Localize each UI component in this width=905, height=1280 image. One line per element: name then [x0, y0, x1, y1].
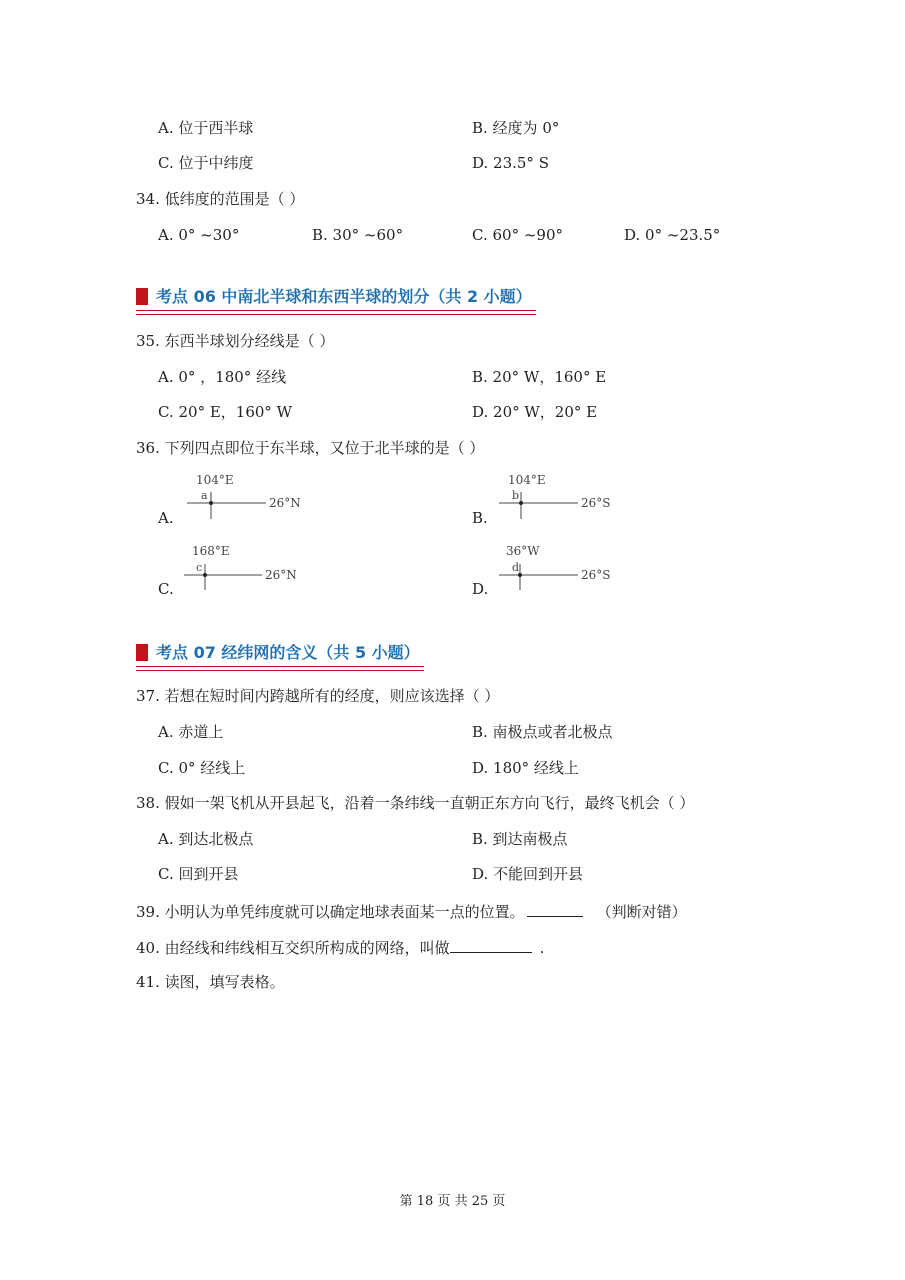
q40-text: 40. 由经线和纬线相互交织所构成的网络，叫做	[136, 939, 450, 957]
q36-diagram-c	[180, 541, 330, 591]
latitude-label: 26°N	[269, 496, 301, 510]
longitude-label: 104°E	[508, 473, 546, 487]
q38-option-b: B. 到达南极点	[472, 830, 568, 848]
q35-option-b: B. 20° W，160° E	[472, 368, 607, 386]
longitude-label: 36°W	[506, 544, 540, 558]
q34-option-c: C. 60° ~90°	[472, 226, 563, 244]
q39-text: 39. 小明认为单凭纬度就可以确定地球表面某一点的位置。	[136, 903, 525, 921]
point-label: d	[512, 561, 520, 574]
section-underline	[136, 310, 536, 312]
section-marker-icon	[136, 644, 148, 661]
q41-question: 41. 读图，填写表格。	[136, 973, 285, 991]
q37-option-d: D. 180° 经线上	[472, 759, 579, 777]
q33-option-c: C. 位于中纬度	[158, 154, 254, 172]
q35-option-c: C. 20° E，160° W	[158, 403, 293, 421]
q33-option-a: A. 位于西半球	[158, 119, 254, 137]
q34-option-d: D. 0° ~23.5°	[624, 226, 721, 244]
q33-option-d: D. 23.5° S	[472, 154, 549, 172]
q37-option-c: C. 0° 经线上	[158, 759, 246, 777]
point-label: c	[196, 561, 203, 574]
q36-option-a-label: A.	[158, 509, 174, 527]
q37-option-a: A. 赤道上	[158, 723, 224, 741]
point-label: a	[201, 489, 208, 502]
section-heading-07	[136, 642, 420, 666]
q38-option-d: D. 不能回到开县	[472, 865, 584, 883]
section-heading-06	[136, 286, 532, 310]
q36-diagram-b	[496, 470, 646, 520]
q34-question: 34. 低纬度的范围是（ ）	[136, 190, 305, 208]
q33-option-b: B. 经度为 0°	[472, 119, 560, 137]
q37-question: 37. 若想在短时间内跨越所有的经度，则应该选择（ ）	[136, 687, 500, 705]
q36-diagram-a	[184, 470, 334, 520]
q36-question: 36. 下列四点即位于东半球，又位于北半球的是（ ）	[136, 439, 485, 457]
section-underline	[136, 314, 536, 316]
point-label: b	[512, 489, 520, 502]
q34-option-a: A. 0° ~30°	[158, 226, 240, 244]
q38-option-c: C. 回到开县	[158, 865, 239, 883]
q35-question: 35. 东西半球划分经线是（ ）	[136, 332, 335, 350]
q35-option-a: A. 0° ，180° 经线	[158, 368, 287, 386]
latitude-label: 26°S	[581, 568, 611, 582]
latitude-label: 26°N	[265, 568, 297, 582]
answer-blank[interactable]	[450, 936, 532, 953]
q37-option-b: B. 南极点或者北极点	[472, 723, 613, 741]
longitude-label: 168°E	[192, 544, 230, 558]
q36-option-c-label: C.	[158, 580, 174, 598]
section-underline	[136, 666, 424, 668]
q39-question	[136, 900, 687, 922]
q35-option-d: D. 20° W，20° E	[472, 403, 598, 421]
q38-option-a: A. 到达北极点	[158, 830, 254, 848]
longitude-label: 104°E	[196, 473, 234, 487]
section-marker-icon	[136, 288, 148, 305]
q36-option-b-label: B.	[472, 509, 488, 527]
q40-question	[136, 936, 544, 958]
section-title: 考点 07 经纬网的含义（共 5 小题）	[156, 643, 420, 662]
q36-diagram-d	[496, 541, 646, 591]
section-underline	[136, 670, 424, 672]
answer-blank[interactable]	[527, 900, 583, 917]
q34-option-b: B. 30° ~60°	[312, 226, 404, 244]
q36-option-d-label: D.	[472, 580, 489, 598]
section-title: 考点 06 中南北半球和东西半球的划分（共 2 小题）	[156, 287, 532, 306]
q40-suffix: .	[539, 939, 545, 957]
latitude-label: 26°S	[581, 496, 611, 510]
page-number: 第 18 页 共 25 页	[399, 1194, 506, 1209]
q39-suffix: （判断对错）	[596, 903, 687, 921]
q38-question: 38. 假如一架飞机从开县起飞，沿着一条纬线一直朝正东方向飞行，最终飞机会（ ）	[136, 794, 695, 812]
